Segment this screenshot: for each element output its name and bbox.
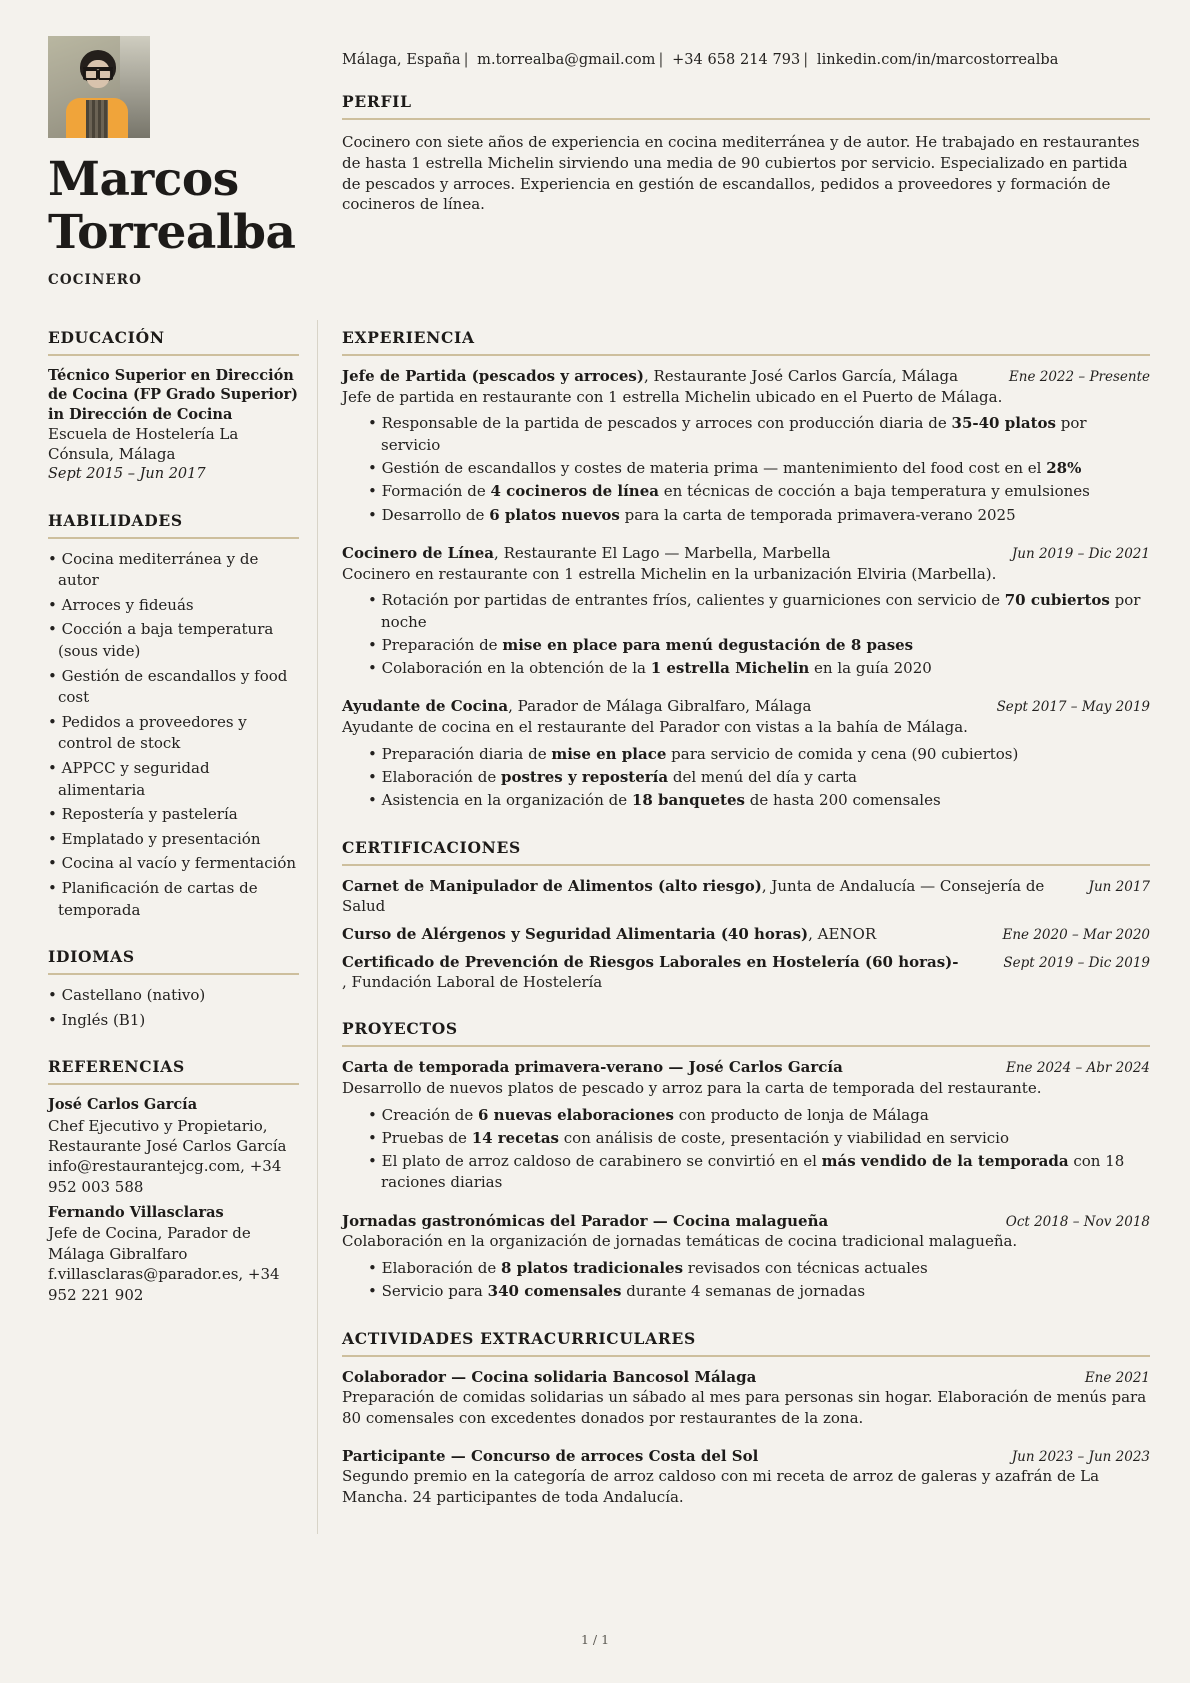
list-item: • Desarrollo de 6 platos nuevos para la carta de temporada primavera-verano 2025 bbox=[368, 505, 1150, 526]
section-idiomas bbox=[48, 947, 299, 1031]
list-item: • APPCC y seguridad alimentaria bbox=[48, 758, 299, 801]
list-item: • Preparación de mise en place para menú degustación de 8 pases bbox=[368, 635, 1150, 656]
list-item: • Responsable de la partida de pescados y arroces con producción diaria de 35-40 platos por servicio bbox=[368, 413, 1150, 456]
glasses-icon bbox=[83, 67, 113, 74]
contact-location: Málaga, España bbox=[342, 52, 461, 68]
header-contact-and-profile bbox=[318, 36, 1150, 320]
job-title: COCINERO bbox=[48, 272, 142, 289]
section-rule bbox=[342, 1355, 1150, 1357]
list-item: • Servicio para 340 comensales durante 4 semanas de jornadas bbox=[368, 1281, 1150, 1302]
resume-header bbox=[0, 0, 1190, 320]
education-degree: Técnico Superior en Dirección de Cocina (FP Grado Superior) in Dirección de Cocina bbox=[48, 367, 299, 423]
extracurricular-date: Ene 2021 bbox=[1084, 1369, 1150, 1386]
skills-list bbox=[48, 549, 299, 922]
project-name: Jornadas gastronómicas del Parador — Cocina malagueña bbox=[342, 1211, 829, 1230]
reference-item bbox=[48, 1203, 299, 1305]
page-footer bbox=[0, 1632, 1190, 1647]
list-item: • Cocina al vacío y fermentación bbox=[48, 853, 299, 875]
experience-role: Cocinero de Línea bbox=[342, 543, 495, 562]
section-educacion bbox=[48, 328, 299, 485]
list-item: • Planificación de cartas de temporada bbox=[48, 878, 299, 921]
page-title bbox=[48, 154, 318, 259]
avatar bbox=[48, 36, 150, 138]
experience-org: , Restaurante José Carlos García, Málaga bbox=[643, 367, 959, 385]
section-rule bbox=[342, 864, 1150, 866]
list-item: • Cocina mediterránea y de autor bbox=[48, 549, 299, 592]
experience-bullets bbox=[342, 744, 1150, 812]
reference-detail: Jefe de Cocina, Parador de Málaga Gibralfaro f.villasclaras@parador.es, +34 952 221 902 bbox=[48, 1224, 280, 1304]
entry-header bbox=[342, 924, 1150, 945]
contact-email[interactable]: m.torrealba@gmail.com bbox=[477, 52, 656, 68]
certification-name: Certificado de Prevención de Riesgos Laborales en Hostelería (60 horas)- bbox=[342, 952, 959, 971]
experience-summary: Ayudante de cocina en el restaurante del Parador con vistas a la bahía de Málaga. bbox=[342, 718, 968, 737]
section-heading-certificaciones: CERTIFICACIONES bbox=[342, 837, 521, 857]
entry-header bbox=[342, 1367, 1150, 1388]
experience-date: Sept 2017 – May 2019 bbox=[996, 699, 1150, 716]
certification-entry bbox=[342, 952, 1150, 993]
certification-title bbox=[342, 876, 1075, 917]
experience-role: Jefe de Partida (pescados y arroces) bbox=[342, 367, 644, 385]
last-name: Torrealba bbox=[48, 204, 296, 260]
project-name: Carta de temporada primavera-verano — José Carlos García bbox=[342, 1058, 843, 1077]
reference-name: Fernando Villasclaras bbox=[48, 1204, 224, 1222]
section-rule bbox=[342, 354, 1150, 356]
list-item: • Arroces y fideuás bbox=[48, 595, 299, 617]
section-heading-habilidades: HABILIDADES bbox=[48, 510, 183, 530]
photo-apron bbox=[86, 100, 108, 138]
section-experiencia bbox=[342, 328, 1150, 812]
list-item: • Pruebas de 14 recetas con análisis de coste, presentación y viabilidad en servicio bbox=[368, 1128, 1150, 1149]
entry-header bbox=[342, 696, 1150, 717]
education-dates: Sept 2015 – Jun 2017 bbox=[48, 466, 206, 483]
education-item bbox=[48, 366, 299, 485]
entry-header bbox=[342, 366, 1150, 387]
experience-summary: Cocinero en restaurante con 1 estrella Michelin en la urbanización Elviria (Marbella). bbox=[342, 564, 997, 583]
list-item: • Castellano (nativo) bbox=[48, 985, 299, 1007]
contact-phone[interactable]: +34 658 214 793 bbox=[672, 52, 801, 68]
list-item: • Cocción a baja temperatura (sous vide) bbox=[48, 619, 299, 662]
reference-detail: Chef Ejecutivo y Propietario, Restaurante José Carlos García info@restaurantejcg.com, +34 952 003 588 bbox=[48, 1116, 287, 1196]
experience-role: Ayudante de Cocina bbox=[342, 697, 509, 716]
section-proyectos bbox=[342, 1019, 1150, 1303]
page-indicator: 1 / 1 bbox=[580, 1632, 610, 1647]
section-certificaciones bbox=[342, 838, 1150, 993]
project-entry bbox=[342, 1211, 1150, 1303]
reference-item bbox=[48, 1095, 299, 1197]
list-item: • Creación de 6 nuevas elaboraciones con producto de lonja de Málaga bbox=[368, 1105, 1150, 1126]
contact-separator: | bbox=[658, 52, 664, 68]
experience-title bbox=[342, 366, 995, 387]
list-item: • Asistencia en la organización de 18 banquetes de hasta 200 comensales bbox=[368, 790, 1150, 811]
list-item: • Rotación por partidas de entrantes fríos, calientes y guarniciones con servicio de 70 cubiertos por noche bbox=[368, 590, 1150, 633]
certification-entry bbox=[342, 876, 1150, 917]
entry-header bbox=[342, 1057, 1150, 1078]
section-heading-actividades: ACTIVIDADES EXTRACURRICULARES bbox=[342, 1328, 696, 1348]
entry-header bbox=[342, 1446, 1150, 1467]
certification-date: Jun 2017 bbox=[1088, 878, 1150, 895]
main-column bbox=[318, 320, 1150, 1534]
entry-header bbox=[342, 543, 1150, 564]
list-item: • Colaboración en la obtención de la 1 estrella Michelin en la guía 2020 bbox=[368, 658, 1150, 679]
section-heading-perfil: PERFIL bbox=[342, 92, 412, 112]
extracurricular-title bbox=[342, 1446, 998, 1467]
certification-title bbox=[342, 924, 989, 945]
experience-title bbox=[342, 543, 998, 564]
extracurricular-date: Jun 2023 – Jun 2023 bbox=[1011, 1448, 1150, 1465]
section-habilidades bbox=[48, 511, 299, 922]
section-heading-referencias: REFERENCIAS bbox=[48, 1057, 185, 1077]
list-item: • Elaboración de postres y repostería del menú del día y carta bbox=[368, 767, 1150, 788]
certification-date: Ene 2020 – Mar 2020 bbox=[1002, 927, 1150, 944]
extracurricular-entry bbox=[342, 1446, 1150, 1508]
section-rule bbox=[342, 1045, 1150, 1047]
languages-list bbox=[48, 985, 299, 1031]
project-date: Ene 2024 – Abr 2024 bbox=[1005, 1060, 1150, 1077]
sidebar bbox=[40, 320, 318, 1534]
contact-line bbox=[342, 50, 1150, 70]
section-heading-experiencia: EXPERIENCIA bbox=[342, 328, 475, 347]
section-heading-proyectos: PROYECTOS bbox=[342, 1019, 458, 1039]
section-rule bbox=[48, 973, 299, 975]
education-school: Escuela de Hostelería La Cónsula, Málaga bbox=[48, 424, 239, 464]
section-rule bbox=[342, 118, 1150, 120]
list-item: • Emplatado y presentación bbox=[48, 829, 299, 851]
list-item: • El plato de arroz caldoso de carabinero se convirtió en el más vendido de la temporada con 18 raciones diarias bbox=[368, 1151, 1150, 1194]
experience-org: , Parador de Málaga Gibralfaro, Málaga bbox=[508, 697, 812, 716]
list-item: • Elaboración de 8 platos tradicionales revisados con técnicas actuales bbox=[368, 1258, 1150, 1279]
first-name: Marcos bbox=[48, 152, 239, 207]
section-rule bbox=[48, 1083, 299, 1085]
list-item: • Gestión de escandallos y costes de materia prima — mantenimiento del food cost en el 28% bbox=[368, 458, 1150, 479]
experience-entry bbox=[342, 543, 1150, 680]
section-rule bbox=[48, 537, 299, 539]
extracurricular-summary: Segundo premio en la categoría de arroz caldoso con mi receta de arroz de galeras y azafrán de La Mancha. 24 participantes de toda Andalucía. bbox=[342, 1467, 1100, 1507]
list-item: • Formación de 4 cocineros de línea en técnicas de cocción a baja temperatura y emulsiones bbox=[368, 481, 1150, 502]
extracurricular-entry bbox=[342, 1367, 1150, 1429]
extracurricular-name: Participante — Concurso de arroces Costa del Sol bbox=[342, 1446, 759, 1465]
reference-name: José Carlos García bbox=[48, 1096, 198, 1114]
section-rule bbox=[48, 354, 299, 356]
experience-entry bbox=[342, 696, 1150, 811]
experience-entry bbox=[342, 366, 1150, 526]
certification-issuer: , Fundación Laboral de Hostelería bbox=[342, 973, 603, 992]
section-referencias bbox=[48, 1057, 299, 1305]
header-identity-block bbox=[40, 36, 318, 320]
certification-name: Curso de Alérgenos y Seguridad Alimentaria (40 horas) bbox=[342, 925, 809, 944]
experience-bullets bbox=[342, 590, 1150, 679]
list-item: • Gestión de escandallos y food cost bbox=[48, 666, 299, 709]
extracurricular-summary: Preparación de comidas solidarias un sábado al mes para personas sin hogar. Elaboración de menús para 80 comensales con excedentes donados por restaurantes de la zona. bbox=[342, 1388, 1147, 1428]
resume-body bbox=[0, 320, 1190, 1534]
project-date: Oct 2018 – Nov 2018 bbox=[1005, 1213, 1150, 1230]
entry-header bbox=[342, 1211, 1150, 1232]
project-entry bbox=[342, 1057, 1150, 1194]
experience-date: Jun 2019 – Dic 2021 bbox=[1011, 545, 1150, 562]
experience-title bbox=[342, 696, 983, 717]
list-item: • Preparación diaria de mise en place para servicio de comida y cena (90 cubiertos) bbox=[368, 744, 1150, 765]
certification-issuer: , Junta de Andalucía — Consejería de Salud bbox=[342, 876, 1045, 916]
certification-name: Carnet de Manipulador de Alimentos (alto riesgo) bbox=[342, 876, 762, 895]
experience-summary: Jefe de partida en restaurante con 1 estrella Michelin ubicado en el Puerto de Málaga. bbox=[342, 387, 1003, 406]
profile-text: Cocinero con siete años de experiencia en cocina mediterránea y de autor. He trabajado en restaurantes de hasta 1 estrella Michelin sirviendo una media de 90 cubiertos por servicio. Especializado en partida de pescados y arroces. Experiencia en gestión de escandallos, pedidos a proveedores y formación de cocineros de línea. bbox=[342, 133, 1140, 214]
experience-date: Ene 2022 – Presente bbox=[1008, 369, 1150, 385]
project-summary: Desarrollo de nuevos platos de pescado y arroz para la carta de temporada del restaurante. bbox=[342, 1078, 1042, 1097]
certification-issuer: , AENOR bbox=[808, 925, 877, 944]
list-item: • Inglés (B1) bbox=[48, 1010, 299, 1032]
extracurricular-name: Colaborador — Cocina solidaria Bancosol Málaga bbox=[342, 1367, 757, 1386]
project-bullets bbox=[342, 1258, 1150, 1303]
project-title bbox=[342, 1211, 992, 1232]
section-heading-educacion: EDUCACIÓN bbox=[48, 328, 165, 347]
extracurricular-title bbox=[342, 1367, 1071, 1388]
contact-linkedin[interactable]: linkedin.com/in/marcostorrealba bbox=[816, 52, 1059, 68]
project-title bbox=[342, 1057, 992, 1078]
certification-title bbox=[342, 952, 989, 993]
experience-bullets bbox=[342, 413, 1150, 525]
list-item: • Repostería y pastelería bbox=[48, 804, 299, 826]
certification-entry bbox=[342, 924, 1150, 945]
contact-separator: | bbox=[463, 52, 469, 68]
list-item: • Pedidos a proveedores y control de stock bbox=[48, 712, 299, 755]
entry-header bbox=[342, 876, 1150, 917]
section-actividades-extracurriculares bbox=[342, 1329, 1150, 1508]
experience-org: , Restaurante El Lago — Marbella, Marbella bbox=[494, 543, 831, 562]
project-bullets bbox=[342, 1105, 1150, 1194]
contact-separator: | bbox=[803, 52, 809, 68]
entry-header bbox=[342, 952, 1150, 993]
section-heading-idiomas: IDIOMAS bbox=[48, 947, 135, 967]
project-summary: Colaboración en la organización de jornadas temáticas de cocina tradicional malagueña. bbox=[342, 1232, 1018, 1251]
certification-date: Sept 2019 – Dic 2019 bbox=[1003, 954, 1150, 971]
